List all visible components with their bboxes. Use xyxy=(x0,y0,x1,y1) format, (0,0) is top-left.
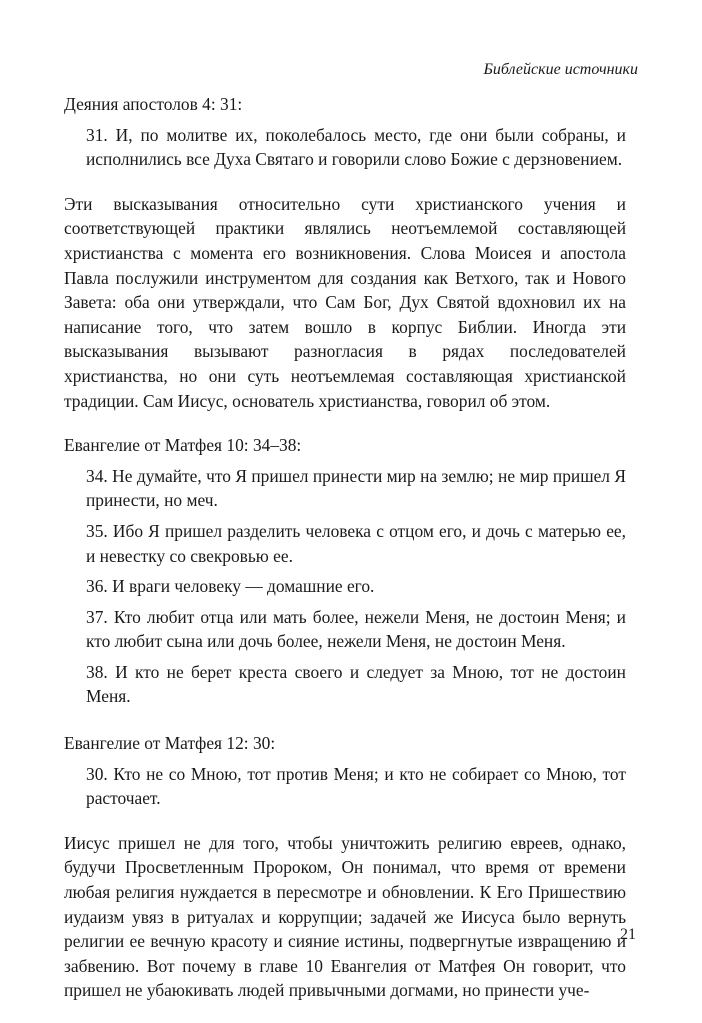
page-number: 21 xyxy=(620,926,636,943)
verse-matthew-10-35: 35. Ибо Я пришел разделить человека с отцом его, и дочь с матерью ее, и невестку со свекровью ее. xyxy=(86,520,626,566)
page-body xyxy=(64,92,626,1023)
running-header: Библейские источники xyxy=(483,61,638,78)
scripture-reference-acts: Деяния апостолов 4: 31: xyxy=(64,94,243,114)
verse-acts-4-31: 31. И, по молитве их, поколебалось место, где они были собраны, и исполнились все Духа Святаго и говорили слово Божие с дерзновением. xyxy=(86,124,626,170)
verse-matthew-10-38: 38. И кто не берет креста своего и следует за Мною, тот не достоин Меня. xyxy=(86,661,626,707)
verse-matthew-10-34: 34. Не думайте, что Я пришел принести мир на землю; не мир пришел Я принести, но меч. xyxy=(86,465,626,511)
section-gap xyxy=(64,715,626,731)
body-paragraph-2: Иисус пришел не для того, чтобы уничтожить религию евреев, однако, будучи Просветленным Пророком, Он понимал, что время от времени любая религия нуждается в пересмотре и обновлении. К Его Пришествию иудаизм увяз в ритуалах и коррупции; задачей же Иисуса было вернуть религии ее вечную красоту и сияние истины, подвергнутые извращению и забвению. Вот почему в главе 10 Евангелия от Матфея Он говорит, что пришел не убаюкивать людей привычными догмами, но принести уче- xyxy=(64,832,626,1001)
verse-matthew-12-30: 30. Кто не со Мною, тот против Меня; и кто не собирает со Мною, тот расточает. xyxy=(86,763,626,809)
verse-matthew-10-37: 37. Кто любит отца или мать более, нежели Меня, не достоин Меня; и кто любит сына или дочь более, нежели Меня, не достоин Меня. xyxy=(86,606,626,652)
verse-matthew-10-36: 36. И враги человеку — домашние его. xyxy=(86,576,375,597)
body-paragraph-1: Эти высказывания относительно сути христианского учения и соответствующей практики являлись неотъемлемой составляющей христианства с момента его возникновения. Слова Моисея и апостола Павла послужили инструментом для создания как Ветхого, так и Нового Завета: оба они утверждали, что Сам Бог, Дух Святой вдохновил их на написание того, что затем вошло в корпус Библии. Иногда эти высказывания вызывают разногласия в рядах последователей христианства, но они суть неотъемлемая составляющая христианской традиции. Сам Иисус, основатель христианства, говорил об этом. xyxy=(64,193,626,411)
scripture-reference-matthew-12: Евангелие от Матфея 12: 30: xyxy=(64,733,276,754)
scripture-reference-matthew-10: Евангелие от Матфея 10: 34–38: xyxy=(64,435,302,456)
